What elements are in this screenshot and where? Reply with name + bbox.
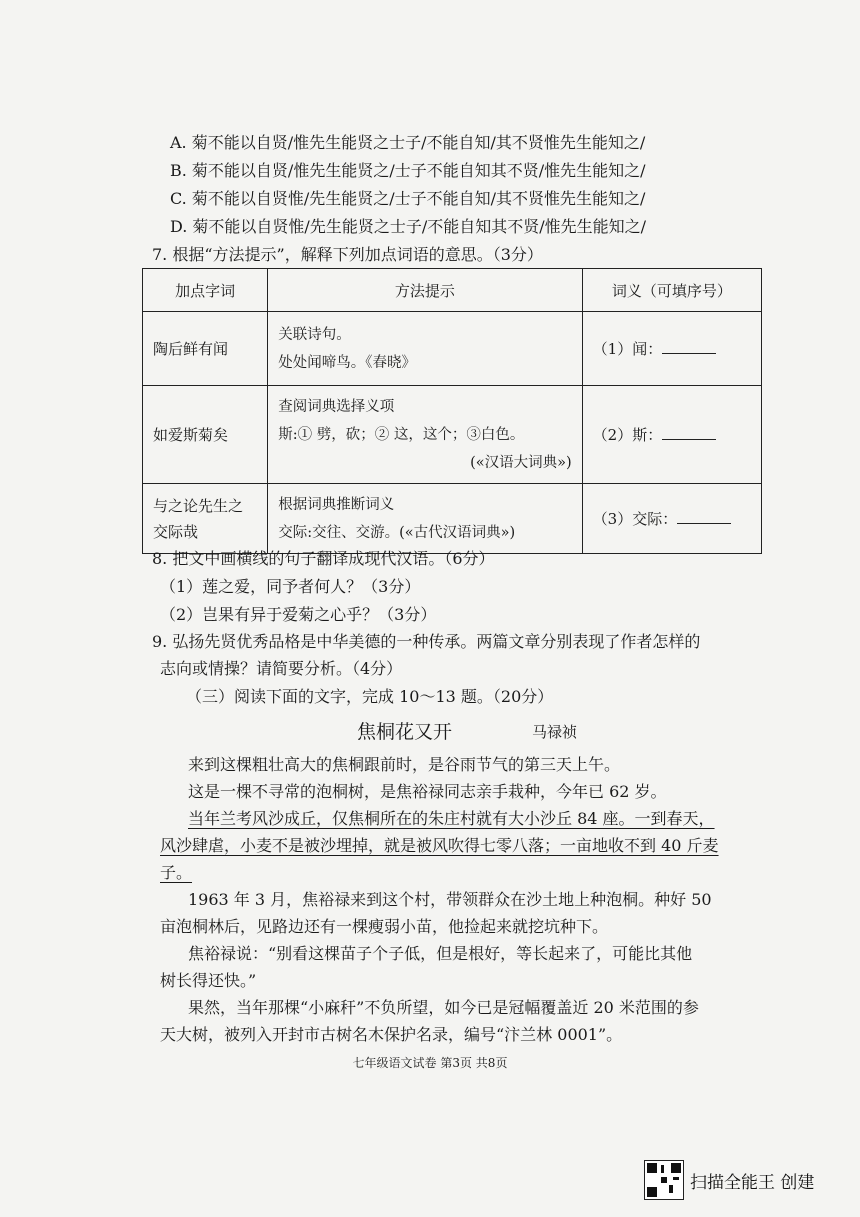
- answer-blank[interactable]: [662, 339, 716, 354]
- hint-line: 交际:交往、交游。(«古代汉语词典»): [278, 524, 516, 541]
- question-9-cont: 志向或情操？请简要分析。（4分）: [160, 659, 403, 678]
- option-a: A. 菊不能以自贤/惟先生能贤之士子/不能自知/其不贤惟先生能知之/: [170, 133, 646, 152]
- underlined-sentence: 当年兰考风沙成丘，仅焦桐所在的朱庄村就有大小沙丘 84 座。一到春天，: [188, 809, 715, 828]
- hint-cell: [268, 386, 582, 484]
- paragraph: 1963 年 3 月，焦裕禄来到这个村，带领群众在沙土地上种泡桐。种好 50: [188, 890, 712, 909]
- section-three: （三）阅读下面的文字，完成 10～13 题。（20分）: [186, 687, 554, 706]
- paragraph: 果然，当年那棵“小麻秆”不负所望，如今已是冠幅覆盖近 20 米范围的参: [188, 998, 699, 1017]
- option-d: D. 菊不能以自贤惟/先生能贤之士子/不能自知其不贤/惟先生能知之/: [170, 217, 646, 236]
- underlined-sentence: 风沙肆虐，小麦不是被沙埋掉，就是被风吹得七零八落；一亩地收不到 40 斤麦: [160, 836, 719, 855]
- article-author: 马禄祯: [532, 723, 578, 741]
- answer-label: （1）闻：: [592, 340, 663, 358]
- paragraph: 亩泡桐林后，见路边还有一棵瘦弱小苗，他捡起来就挖坑种下。: [160, 917, 609, 936]
- word-cell: [143, 484, 268, 554]
- hint-line: 斯:① 劈，砍；② 这，这个；③白色。: [278, 426, 525, 443]
- word-cell: 陶后鲜有闻: [143, 312, 268, 386]
- answer-label: （3）交际：: [592, 510, 678, 528]
- table-row: [143, 484, 762, 554]
- qr-code-icon: [644, 1160, 684, 1200]
- table-header: 词义（可填序号）: [582, 269, 761, 312]
- answer-blank[interactable]: [677, 509, 731, 524]
- hint-cell: [268, 484, 582, 554]
- scanner-watermark: [644, 1160, 814, 1200]
- hint-line: 查阅词典选择义项: [278, 398, 395, 415]
- paragraph: 焦裕禄说：“别看这棵苗子个子低，但是根好，等长起来了，可能比其他: [188, 944, 693, 963]
- question-8-1: （1）莲之爱，同予者何人？（3分）: [160, 577, 421, 596]
- method-table: [142, 268, 762, 554]
- answer-cell: [582, 386, 761, 484]
- table-row: [143, 386, 762, 484]
- question-9: 9. 弘扬先贤优秀品格是中华美德的一种传承。两篇文章分别表现了作者怎样的: [152, 632, 701, 651]
- table-row: [143, 312, 762, 386]
- hint-line: 根据词典推断词义: [278, 496, 395, 513]
- hint-line: 处处闻啼鸟。《春晓》: [278, 354, 416, 371]
- hint-cell: [268, 312, 582, 386]
- article-title: 焦桐花又开: [357, 721, 453, 743]
- paragraph: 来到这棵粗壮高大的焦桐跟前时，是谷雨节气的第三天上午。: [188, 755, 621, 774]
- question-7: 7. 根据“方法提示”，解释下列加点词语的意思。（3分）: [152, 245, 543, 264]
- paragraph: 天大树，被列入开封市古树名木保护名录，编号“汴兰林 0001”。: [160, 1025, 623, 1044]
- paragraph: 树长得还快。”: [160, 971, 257, 990]
- page-footer: 七年级语文试卷 第3页 共8页: [352, 1056, 508, 1070]
- option-c: C. 菊不能以自贤惟/先生能贤之/士子不能自知/其不贤惟先生能知之/: [170, 189, 646, 208]
- option-b: B. 菊不能以自贤/惟先生能贤之/士子不能自知其不贤/惟先生能知之/: [170, 161, 646, 180]
- table-header: 加点字词: [143, 269, 268, 312]
- answer-cell: [582, 312, 761, 386]
- word-text: 与之论先生之交际哉: [153, 496, 244, 541]
- answer-blank[interactable]: [662, 425, 716, 440]
- table-header: 方法提示: [268, 269, 582, 312]
- scanner-brand-text: 扫描全能王 创建: [690, 1172, 815, 1193]
- underlined-sentence: 子。: [160, 863, 193, 882]
- hint-line: 关联诗句。: [278, 326, 351, 343]
- question-8: 8. 把文中画横线的句子翻译成现代汉语。（6分）: [152, 549, 495, 568]
- answer-label: （2）斯：: [592, 426, 663, 444]
- paragraph: 这是一棵不寻常的泡桐树，是焦裕禄同志亲手栽种，今年已 62 岁。: [188, 782, 667, 801]
- word-cell: 如爱斯菊矣: [143, 386, 268, 484]
- hint-source: («汉语大词典»): [470, 454, 572, 471]
- table-header-row: [143, 269, 762, 312]
- question-8-2: （2）岂果有异于爱菊之心乎？（3分）: [160, 605, 437, 624]
- answer-cell: [582, 484, 761, 554]
